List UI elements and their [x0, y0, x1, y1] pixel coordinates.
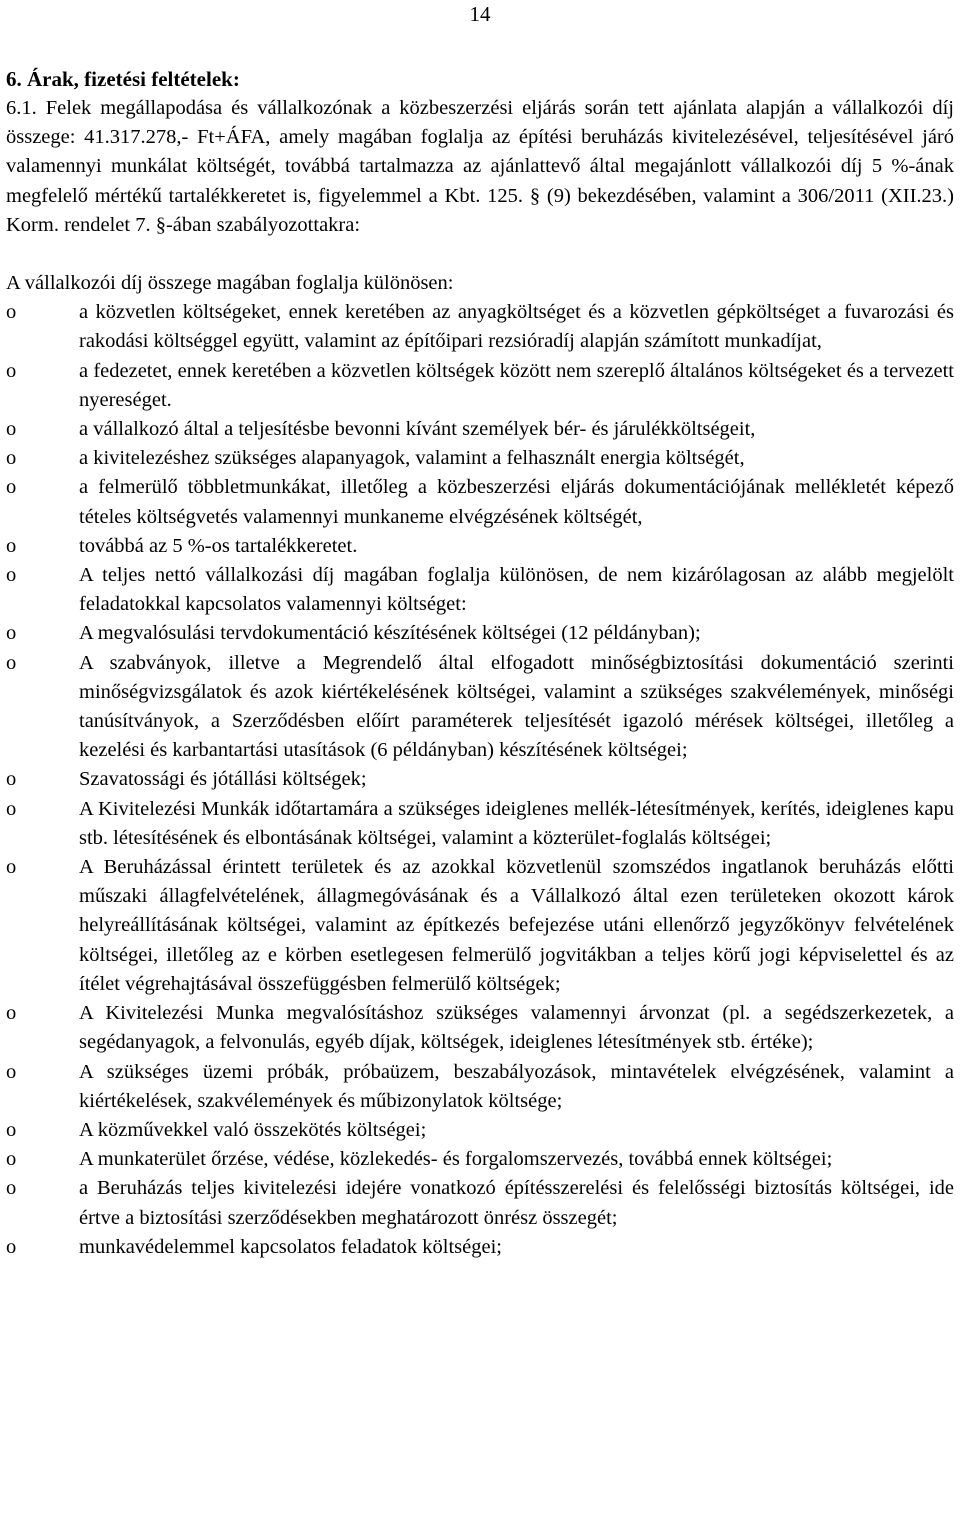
list-item-text: A közművekkel való összekötés költségei; — [79, 1118, 427, 1141]
list-item — [6, 649, 954, 766]
list-item-text: a kivitelezéshez szükséges alapanyagok, valamint a felhasznált energia költségét, — [79, 447, 745, 470]
bullet-marker: o — [6, 1235, 17, 1258]
list-item — [6, 357, 954, 415]
bullet-marker: o — [6, 447, 17, 470]
list-item — [6, 619, 954, 648]
list-item — [6, 765, 954, 794]
document-body — [6, 64, 954, 1262]
bullet-marker: o — [6, 1148, 17, 1171]
list-item-text: a vállalkozó által a teljesítésbe bevonni kívánt személyek bér- és járulékköltségeit, — [79, 418, 756, 441]
bullet-marker: o — [6, 856, 17, 879]
list-item-text: A Kivitelezési Munka megvalósításhoz szükséges valamennyi árvonzat (pl. a segédszerkezetek, a segédanyagok, a felvonulás, egyéb díjak, költségek, ideiglenes létesítmények stb. értéke); — [79, 1002, 954, 1054]
list-item-text: munkavédelemmel kapcsolatos feladatok költségei; — [79, 1235, 502, 1258]
bullet-marker: o — [6, 622, 17, 645]
list-item — [6, 415, 954, 444]
list-item — [6, 532, 954, 561]
bullet-marker: o — [6, 1060, 17, 1083]
bullet-marker: o — [6, 1002, 17, 1025]
list-item — [6, 1233, 954, 1262]
list-item-text: A munkaterület őrzése, védése, közlekedés- és forgalomszervezés, továbbá ennek költségei; — [79, 1148, 833, 1171]
list-item — [6, 473, 954, 531]
page-number: 14 — [469, 2, 491, 26]
cost-items-list — [6, 298, 954, 1262]
list-item — [6, 444, 954, 473]
list-item-text: továbbá az 5 %-os tartalékkeretet. — [79, 534, 358, 557]
list-item — [6, 795, 954, 853]
list-item-text: a felmerülő többletmunkákat, illetőleg a közbeszerzési eljárás dokumentációjának mellékletét képező tételes költségvetés valamennyi munkaneme elvégzésének költségét, — [79, 476, 954, 528]
list-item-text: A megvalósulási tervdokumentáció készítésének költségei (12 példányban); — [79, 622, 701, 645]
bullet-marker: o — [6, 768, 17, 791]
list-item — [6, 561, 954, 619]
bullet-marker: o — [6, 651, 17, 674]
bullet-marker: o — [6, 359, 17, 382]
list-item-text: a közvetlen költségeket, ennek keretében az anyagköltséget és a közvetlen gépköltséget a fuvarozási és rakodási költséggel együtt, valamint az építőipari rezsióradíj alapján számított munkadíjat, — [79, 301, 954, 353]
list-item — [6, 298, 954, 356]
bullet-marker: o — [6, 476, 17, 499]
bullet-marker: o — [6, 1177, 17, 1200]
list-item — [6, 1116, 954, 1145]
bullet-marker: o — [6, 797, 17, 820]
bullet-marker: o — [6, 418, 17, 441]
bullet-marker: o — [6, 301, 17, 324]
list-item-text: a Beruházás teljes kivitelezési idejére vonatkozó építésszerelési és felelősségi biztosítás költségei, ide értve a biztosítási szerződésekben meghatározott önrész összegét; — [79, 1177, 954, 1229]
list-item — [6, 853, 954, 999]
section-heading: 6. Árak, fizetési feltételek: — [6, 67, 240, 91]
list-item — [6, 1145, 954, 1174]
list-item-text: Szavatossági és jótállási költségek; — [79, 768, 367, 791]
list-item-text: a fedezetet, ennek keretében a közvetlen költségek között nem szereplő általános költségeket és a tervezett nyereséget. — [79, 359, 954, 411]
paragraph-list-intro: A vállalkozói díj összege magában foglalja különösen: — [6, 272, 454, 295]
list-item-text: A szükséges üzemi próbák, próbaüzem, beszabályozások, mintavételek elvégzésének, valamint a kiértékelések, szakvélemények és műbizonylatok költsége; — [79, 1060, 954, 1112]
list-item-text: A teljes nettó vállalkozási díj magában foglalja különösen, de nem kizárólagosan az alább megjelölt feladatokkal kapcsolatos valamennyi költséget: — [79, 564, 954, 616]
list-item — [6, 1058, 954, 1116]
list-item-text: A szabványok, illetve a Megrendelő által elfogadott minőségbiztosítási dokumentáció szerinti minőségvizsgálatok és azok kiértékelésének költségei, valamint a szükséges szakvélemények, minőségi tanúsítványok, a Szerződésben előírt paraméterek teljesítését igazoló mérések költségei, illetőleg a kezelési és karbantartási utasítások (6 példányban) készítésének költségei; — [79, 651, 954, 762]
bullet-marker: o — [6, 1118, 17, 1141]
bullet-marker: o — [6, 564, 17, 587]
list-item-text: A Kivitelezési Munkák időtartamára a szükséges ideiglenes mellék-létesítmények, kerítés, ideiglenes kapu stb. létesítésének és elbontásának költségei, valamint a közterület-foglalás költségei; — [79, 797, 954, 849]
list-item — [6, 1174, 954, 1232]
paragraph-price-terms: 6.1. Felek megállapodása és vállalkozónak a közbeszerzési eljárás során tett ajánlata alapján a vállalkozói díj összege: 41.317.278,- Ft+ÁFA, amely magában foglalja az építési beruházás kivitelezésével, teljesítésével járó valamennyi munkálat költségét, továbbá tartalmazza az ajánlattevő által megajánlott vállalkozói díj 5 %-ának megfelelő mértékű tartalékkeretet is, figyelemmel a Kbt. 125. § (9) bekezdésében, valamint a 306/2011 (XII.23.) Korm. rendelet 7. §-ában szabályozottakra: — [6, 97, 954, 236]
bullet-marker: o — [6, 534, 17, 557]
list-item-text: A Beruházással érintett területek és az azokkal közvetlenül szomszédos ingatlanok beruházás előtti műszaki állagfelvételének, állagmegóvásának és a Vállalkozó által ezen területeken okozott károk helyreállításának költségei, valamint az építkezés befejezése utáni ellenőrző jegyzőkönyv felvételének költségei, illetőleg az e körben esetlegesen felmerülő jogvitákban a teljes körű jogi képviselettel és az ítélet végrehajtásával összefüggésben felmerülő költségek; — [79, 856, 954, 995]
list-item — [6, 999, 954, 1057]
